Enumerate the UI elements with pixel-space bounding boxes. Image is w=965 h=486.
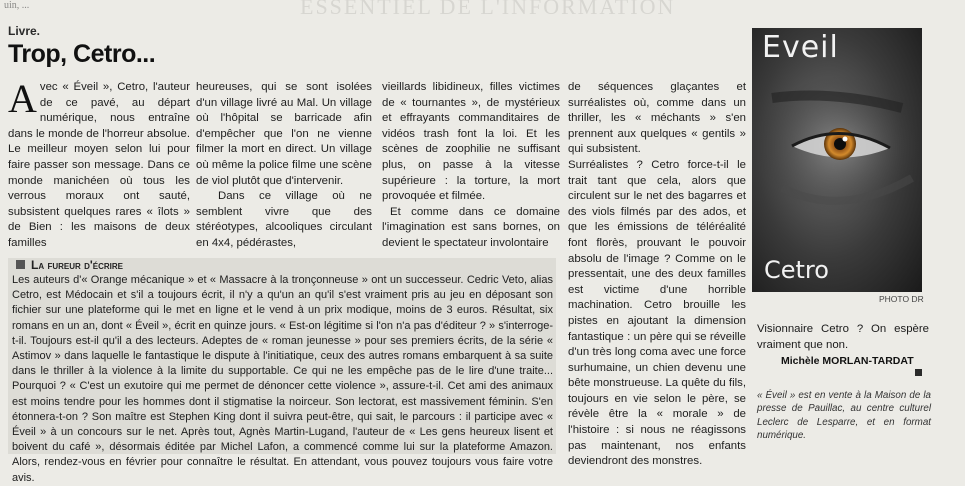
column-2-paragraph-2: Dans ce village où ne semblent vivre que des stéréotypes, alcooliques circulant en 4x4, pédérastes, xyxy=(196,190,372,249)
cover-author: Cetro xyxy=(764,256,829,284)
column-3-paragraph-2: Et comme dans ce domaine l'imagination est sans bornes, on devient le spectateur involontaire xyxy=(382,205,560,249)
column-3-paragraph-1: vieillards libidineux, filles victimes de « tournantes », de mystérieux et effrayants commanditaires de vidéos trash font la loi. Et les scènes de zoophilie ne suffisant plus, on passe à la vitesse supérieure : la torture, la mort provoquée et filmée. xyxy=(382,81,560,203)
column-2 xyxy=(196,80,372,252)
photo-credit: PHOTO DR xyxy=(879,294,924,304)
square-bullet-icon xyxy=(16,260,25,269)
column-4-paragraph-1: de séquences glaçantes et surréalistes où, comme dans un thriller, les « méchants » s'en prennent aux quelques « gentils » qui subsistent. xyxy=(568,81,746,156)
column-4 xyxy=(568,80,746,470)
inset-body: Les auteurs d'« Orange mécanique » et « Massacre à la tronçonneuse » ont un successeur. Cedric Veto, alias Cetro, est Médocain et s'il a toujours écrit, il n'y a qu'un an qu'il s'est vraiment pris au jeu en déposant son fichier sur une plateforme qui le met en ligne et le vend à un prix modique, moins de 3 euros. Résultat, six romans en un an, dont « Éveil », écrit en quinze jours. « Est-on légitime si l'on n'a pas d'éditeur ? » s'interroge-t-il. Toujours est-il qu'il a des lecteurs. Adeptes de « roman jeunesse » pour ses premiers écrits, de la série « Astimov » dans laquelle le fantastique le dispute à l'initiatique, ceux des autres romans embarquent à sa suite dans le thriller à la violence à la limite du supportable. Ce qui ne les empêche pas de le lire d'une traite... Pourquoi ? « C'est un exutoire qui me permet de dénoncer cette violence », assure-t-il. Cet ami des animaux est moins tendre pour les hommes dont il stigmatise la noirceur. Son lectorat, est massivement féminin. S'en étonnera-t-on ? Son maître est Stephen King dont il suivra peut-être, qui sait, le parcours : il participe avec « Éveil » à un concours sur le net. Après tout, Agnès Martin-Lugand, l'auteur de « Les gens heureux lisent et boivent du café », désormais éditée par Michel Lafon, a commencé comme lui sur la plateforme Amazon. Alors, rendez-vous en février pour connaître le résultat. En attendant, vous pouvez toujours vous faire votre avis. xyxy=(12,274,553,484)
cover-face-illustration xyxy=(752,28,922,292)
top-strip xyxy=(0,0,965,14)
author-signature: Michèle MORLAN-TARDAT xyxy=(781,355,914,367)
inset-title-text: La fureur d'écrire xyxy=(31,258,123,272)
column-5-text: Visionnaire Cetro ? On espère vraiment que non. xyxy=(757,323,929,351)
sales-note: « Éveil » est en vente à la Maison de la presse de Pauillac, au centre culturel Leclerc de Lesparre, et en format numérique. xyxy=(757,390,931,442)
inset-title xyxy=(8,258,123,274)
section-kicker: Livre. xyxy=(8,24,41,38)
top-date: uin, ... xyxy=(4,0,30,11)
column-3 xyxy=(382,80,560,252)
column-4-paragraph-2: Surréalistes ? Cetro force-t-il le trait tant que cela, alors que circulent sur le net des bagarres et des viols filmés par des ados, et que les émissions de téléréalité font florès, prouvant le pouvoir absolu de l'image ? Comme on le pressentait, une des deux familles est victime d'une horrible machination. Cetro brouille les pistes en ajoutant la dimension fantastique : un père qui se réveille d'un très long coma avec une force surhumaine, un chien devenu une bête monstrueuse. La quête du fils, toujours en vie selon le père, se révèle être la « morale » de l'histoire : si nous ne réagissons pas maintenant, nos enfants deviendront des monstres. xyxy=(568,158,746,468)
column-1-text: vec « Éveil », Cetro, l'auteur de ce pavé, au départ numérique, nous entraîne dans le monde de l'horreur absolue. Le meilleur moyen selon lui pour faire passer son message. Dans ce monde manichéen où tous les verrous moraux ont sauté, subsistent quelques rares « îlots » de Bien : les maisons de deux familles xyxy=(8,81,190,249)
book-cover xyxy=(752,28,922,292)
column-1 xyxy=(8,76,190,252)
end-mark-icon xyxy=(915,369,922,376)
column-2-paragraph-1: heureuses, qui se sont isolées d'un village livré au Mal. Un village où l'hôpital se barricade afin d'empêcher que l'on ne vienne filmer la mort en direct. Un village où même la police filme une scène de viol plutôt que d'intervenir. xyxy=(196,81,372,187)
dropcap: A xyxy=(8,76,37,121)
background-lettering: ESSENTIEL DE L'INFORMATION xyxy=(300,0,676,14)
headline: Trop, Cetro... xyxy=(8,40,156,68)
cover-title: Eveil xyxy=(762,30,839,65)
